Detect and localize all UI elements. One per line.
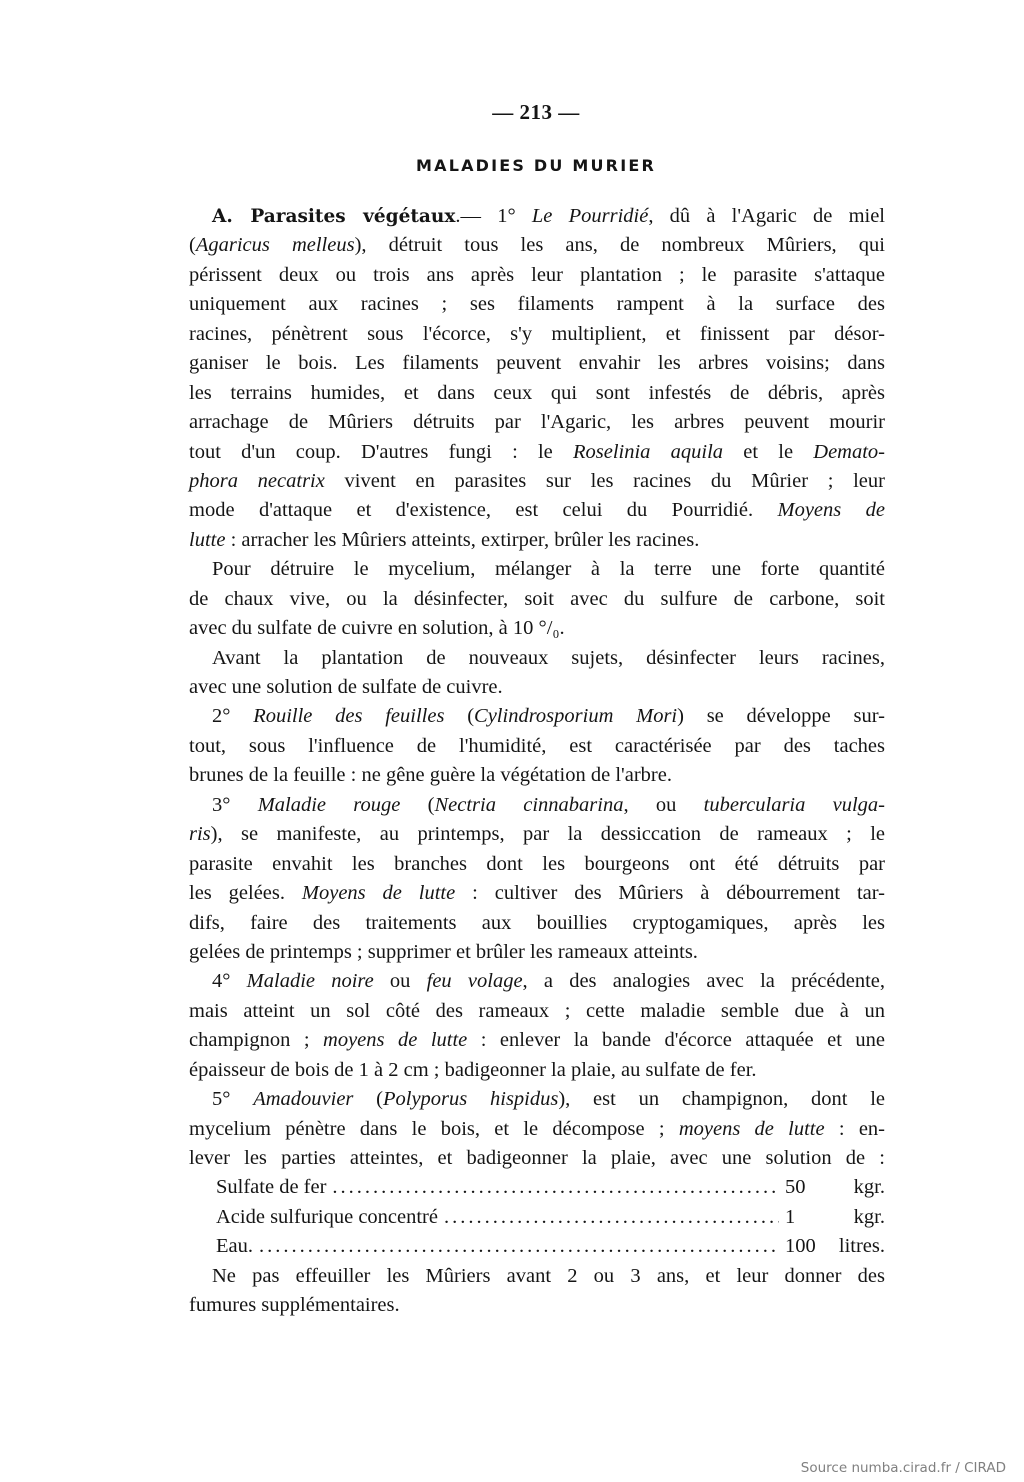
italic-term: tubercularia vulga- [703, 793, 886, 816]
text-line [189, 202, 885, 231]
text-run: , ou [623, 793, 704, 816]
text-line [189, 614, 885, 643]
text-run: 2° [212, 705, 254, 728]
bold-heading: Parasites végétaux [250, 206, 456, 227]
text-run: : enlever la bande d'écorce attaquée et une [467, 1029, 886, 1052]
text-run: ( [444, 705, 475, 728]
text-run: 5° [212, 1088, 254, 1111]
text-line [189, 1056, 885, 1085]
text-run: : cultiver des Mûriers à débourrement tar- [455, 882, 885, 905]
italic-term: Polyporus hispidus [382, 1088, 559, 1111]
text-run: de chaux vive, ou la désinfecter, soit avec du sulfure de carbone, soit [189, 587, 885, 610]
text-line [189, 909, 885, 938]
text-line [189, 732, 885, 761]
recipe-amount: 50 kgr. [785, 1176, 885, 1199]
paragraph-lines [189, 202, 885, 1173]
page-title: MALADIES DU MURIER [415, 156, 657, 175]
dot-leader [444, 1203, 779, 1232]
text-run: ou [373, 970, 427, 993]
recipe-ingredient: Acide sulfurique concentré [216, 1205, 438, 1228]
text-run: les gelées. [189, 882, 302, 905]
text-run: ( [189, 234, 196, 257]
text-run: les terrains humides, et dans ceux qui sont infestés de débris, après [189, 381, 885, 404]
italic-term: Moyens de [777, 499, 885, 522]
text-line [189, 1115, 885, 1144]
text-run: mycelium pénètre dans le bois, et le décompose ; [189, 1117, 679, 1140]
text-line [189, 702, 885, 731]
text-run: ) se développe sur- [677, 705, 885, 728]
recipe-row [189, 1232, 885, 1261]
text-run: lever les parties atteintes, et badigeonner la plaie, avec une solution de : [189, 1147, 885, 1169]
italic-term: phora necatrix [189, 469, 325, 492]
text-line [189, 467, 885, 496]
italic-term: Cylindrosporium Mori [474, 705, 678, 728]
dot-leader [259, 1232, 779, 1261]
text-run: uniquement aux racines ; ses filaments rampent à la surface des [189, 293, 885, 316]
text-line [189, 496, 885, 525]
text-run: difs, faire des traitements aux bouillies cryptogamiques, après les [189, 911, 885, 934]
text-run: gelées de printemps ; supprimer et brûler les rameaux atteints. [189, 940, 698, 963]
text-run: ganiser le bois. Les filaments peuvent envahir les arbres voisins; dans [189, 352, 885, 375]
text-run: ( [400, 793, 435, 816]
text-run: vivent en parasites sur les racines du Mûrier ; leur [324, 469, 885, 492]
source-credit: Source numba.cirad.fr / CIRAD [800, 1460, 1006, 1476]
text-line [189, 1026, 885, 1055]
text-run: avec du sulfate de cuivre en solution, à 10 °/₀. [189, 617, 565, 640]
text-line [189, 879, 885, 908]
text-run: épaisseur de bois de 1 à 2 cm ; badigeonner la plaie, au sulfate de fer. [189, 1058, 757, 1081]
text-run: périssent deux ou trois ans après leur plantation ; le parasite s'attaque [189, 263, 885, 286]
text-run: brunes de la feuille : ne gêne guère la végétation de l'arbre. [189, 764, 672, 787]
text-run: Ne pas effeuiller les Mûriers avant 2 ou 3 ans, et leur donner des [212, 1264, 885, 1287]
text-run: fumures supplémentaires. [189, 1294, 400, 1317]
text-run: Pour détruire le mycelium, mélanger à la terre une forte quantité [212, 558, 885, 581]
text-line [189, 1085, 885, 1114]
italic-term: Le Pourridié [531, 205, 649, 227]
text-run: ), est un champignon, dont le [558, 1088, 886, 1111]
text-run: Avant la plantation de nouveaux sujets, désinfecter leurs racines, [212, 646, 885, 669]
text-line [189, 850, 885, 879]
recipe-row [189, 1173, 885, 1202]
italic-term: Maladie noire [246, 970, 374, 993]
text-run: 4° [212, 970, 247, 993]
text-line [189, 1262, 885, 1291]
text-line [189, 261, 885, 290]
italic-term: Maladie rouge [257, 793, 401, 816]
text-line [189, 673, 885, 702]
body-text [189, 202, 885, 1321]
text-run: racines, pénètrent sous l'écorce, s'y multiplient, et finissent par désor- [189, 322, 885, 345]
page-number: — 213 — [492, 100, 580, 124]
text-run: mode d'attaque et d'existence, est celui du Pourridié. [189, 499, 778, 522]
text-run: tout d'un coup. D'autres fungi : le [189, 440, 573, 463]
bold-heading: A. [212, 206, 251, 227]
dot-leader [332, 1173, 779, 1202]
text-line [189, 791, 885, 820]
recipe-table [189, 1173, 885, 1261]
text-run: avec une solution de sulfate de cuivre. [189, 676, 503, 698]
text-line [189, 938, 885, 967]
italic-term: Roselinia aquila [573, 440, 724, 463]
italic-term: Agaricus melleus [195, 234, 355, 257]
text-run: ), détruit tous les ans, de nombreux Mûriers, qui [354, 234, 885, 257]
text-run: , a des analogies avec la précédente, [522, 970, 886, 993]
text-line [189, 555, 885, 584]
italic-term: Rouille des feuilles [253, 705, 445, 728]
text-line [189, 231, 885, 260]
italic-term: Amadouvier [253, 1088, 354, 1111]
text-line [189, 644, 885, 673]
text-run: parasite envahit les branches dont les bourgeons ont été détruits par [189, 852, 885, 875]
text-line [189, 820, 885, 849]
italic-term: Nectria cinnabarina [434, 793, 624, 816]
recipe-amount: 1 kgr. [785, 1205, 885, 1228]
recipe-amount: 100 litres. [785, 1235, 885, 1258]
text-run: et le [723, 440, 814, 463]
text-run: tout, sous l'influence de l'humidité, est caractérisée par des taches [189, 734, 885, 757]
italic-term: feu volage [426, 970, 523, 993]
text-run: : arracher les Mûriers atteints, extirper, brûler les racines. [225, 528, 700, 551]
recipe-ingredient: Sulfate de fer [216, 1176, 327, 1199]
text-line [189, 526, 885, 555]
text-run: : en- [824, 1117, 885, 1140]
text-run: ), se manifeste, au printemps, par la dessiccation de rameaux ; le [210, 823, 885, 846]
text-line [189, 290, 885, 319]
text-line [189, 349, 885, 378]
text-line [189, 1144, 885, 1173]
text-line [189, 438, 885, 467]
text-line [189, 408, 885, 437]
text-line [189, 761, 885, 790]
text-run: arrachage de Mûriers détruits par l'Agaric, les arbres peuvent mourir [189, 411, 885, 434]
italic-term: Moyens de lutte [301, 882, 456, 905]
text-line [189, 1291, 885, 1320]
text-run: ( [353, 1088, 383, 1111]
text-run: mais atteint un sol côté des rameaux ; cette maladie semble due à un [189, 999, 885, 1022]
recipe-ingredient: Eau. [216, 1235, 253, 1258]
text-run: 3° [212, 793, 258, 816]
italic-term: moyens de lutte [323, 1029, 468, 1052]
text-run: , dû à l'Agaric de miel [648, 205, 885, 227]
italic-term: lutte [189, 528, 226, 551]
text-line [189, 997, 885, 1026]
text-line [189, 320, 885, 349]
italic-term: Demato- [813, 440, 886, 463]
closing-paragraph [189, 1262, 885, 1321]
italic-term: ris [189, 823, 211, 846]
text-run: champignon ; [189, 1029, 324, 1052]
text-line [189, 967, 885, 996]
text-line [189, 379, 885, 408]
italic-term: moyens de lutte [678, 1117, 825, 1140]
text-run: .— 1° [455, 205, 532, 227]
text-line [189, 585, 885, 614]
recipe-row [189, 1203, 885, 1232]
